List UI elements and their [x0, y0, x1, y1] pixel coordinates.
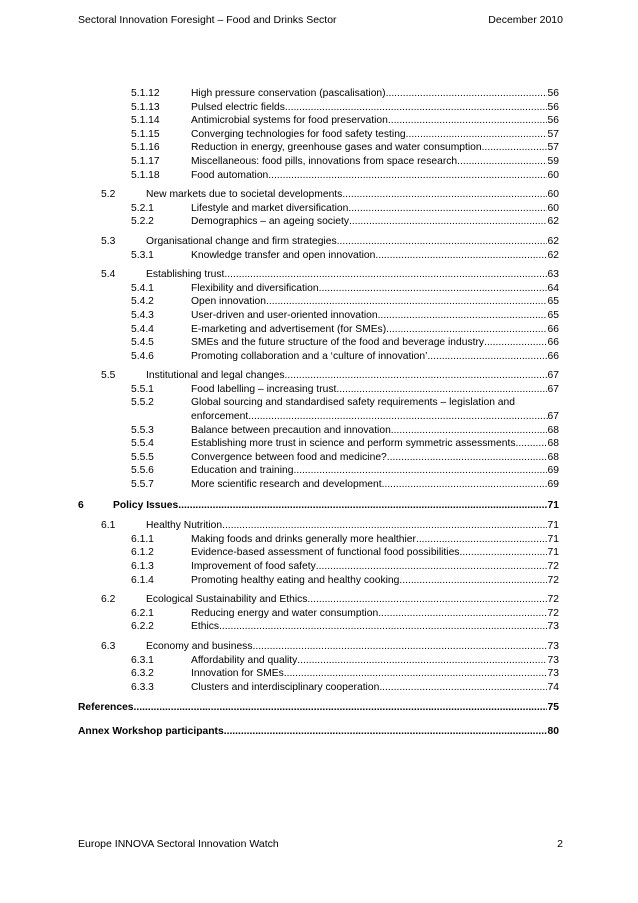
toc-dot-leader — [386, 323, 546, 337]
toc-entry-number: 5.2.1 — [131, 202, 154, 214]
toc-entry[interactable] — [78, 574, 559, 588]
toc-dot-leader — [459, 546, 546, 560]
toc-entry[interactable] — [78, 451, 559, 465]
toc-entry-number: 5.1.15 — [131, 128, 160, 140]
toc-entry[interactable] — [78, 169, 559, 183]
toc-spacer — [78, 512, 559, 519]
toc-entry-page: 80 — [547, 725, 559, 737]
toc-entry-page: 68 — [547, 438, 559, 450]
toc-entry-title: E-marketing and advertisement (for SMEs) — [191, 323, 387, 335]
toc-dot-leader — [427, 350, 546, 364]
toc-entry-number: 5.5.6 — [131, 465, 154, 477]
toc-dot-leader — [336, 383, 546, 397]
toc-entry[interactable] — [78, 437, 559, 451]
toc-entry[interactable] — [78, 141, 559, 155]
toc-entry-page: 72 — [547, 594, 559, 606]
toc-entry-title: Knowledge transfer and open innovation — [191, 249, 376, 261]
page-number: 2 — [557, 838, 563, 850]
toc-entry-number: 5.4.3 — [131, 309, 154, 321]
toc-dot-leader — [379, 681, 546, 695]
toc-entry-title: Establishing trust — [146, 269, 225, 281]
toc-entry-title: Reduction in energy, greenhouse gases and water consumption — [191, 142, 482, 154]
toc-entry-page: 67 — [547, 411, 559, 423]
toc-entry-page: 65 — [547, 309, 559, 321]
toc-entry-page: 66 — [547, 350, 559, 362]
toc-entry-page: 67 — [547, 370, 559, 382]
toc-entry-page: 73 — [547, 640, 559, 652]
toc-dot-leader — [386, 87, 547, 101]
toc-dot-leader — [375, 249, 546, 263]
toc-entry[interactable] — [78, 336, 559, 350]
toc-entry[interactable] — [78, 202, 559, 216]
toc-entry-number: 5.2.2 — [131, 216, 154, 228]
toc-entry-page: 69 — [547, 465, 559, 477]
toc-entry-number: 5.3 — [101, 235, 116, 247]
toc-entry[interactable] — [78, 249, 559, 263]
toc-entry-page: 68 — [547, 424, 559, 436]
page-footer — [78, 838, 563, 850]
footer-title: Europe INNOVA Sectoral Innovation Watch — [78, 838, 279, 850]
toc-entry-page: 67 — [547, 383, 559, 395]
toc-entry[interactable] — [78, 350, 559, 364]
toc-entry-title: User-driven and user-oriented innovation — [191, 309, 378, 321]
page-header — [78, 14, 563, 26]
toc-entry[interactable] — [78, 607, 559, 621]
toc-entry-title: New markets due to societal developments — [146, 189, 343, 201]
toc-entry-title: Flexibility and diversification — [191, 282, 319, 294]
toc-entry-title: Establishing more trust in science and perform symmetric assessments — [191, 438, 516, 450]
toc-entry-page: 57 — [547, 128, 559, 140]
toc-entry-page: 62 — [547, 235, 559, 247]
toc-entry-title: Lifestyle and market diversification — [191, 202, 349, 214]
toc-entry[interactable] — [78, 383, 559, 397]
toc-entry[interactable] — [78, 188, 559, 202]
toc-dot-leader — [316, 560, 547, 574]
toc-dot-leader — [248, 410, 547, 424]
toc-entry-number: 5.5.5 — [131, 451, 154, 463]
toc-entry-title: Global sourcing and standardised safety requirements – legislation and — [191, 397, 515, 409]
toc-dot-leader — [378, 309, 547, 323]
toc-entry-title: Affordability and quality — [191, 654, 298, 666]
toc-entry-page: 72 — [547, 574, 559, 586]
toc-entry-title: Economy and business — [146, 640, 253, 652]
toc-entry-number: 6.3 — [101, 640, 116, 652]
toc-entry-number: 5.4.4 — [131, 323, 154, 335]
toc-entry-number: 5.4.6 — [131, 350, 154, 362]
toc-entry-page: 62 — [547, 249, 559, 261]
toc-entry-title: Convergence between food and medicine? — [191, 451, 387, 463]
toc-entry[interactable] — [78, 128, 559, 142]
toc-dot-leader — [457, 155, 546, 169]
toc-entry[interactable] — [78, 725, 559, 739]
toc-entry-number: 6.1 — [101, 520, 116, 532]
toc-entry-title: Healthy Nutrition — [146, 520, 223, 532]
toc-entry-page: 56 — [547, 88, 559, 99]
toc-entry-title: Balance between precaution and innovation — [191, 424, 391, 436]
toc-entry-title: Education and training — [191, 465, 294, 477]
toc-entry-page: 56 — [547, 115, 559, 127]
toc-entry[interactable] — [78, 533, 559, 547]
toc-entry[interactable] — [78, 546, 559, 560]
toc-entry-page: 74 — [547, 681, 559, 693]
toc-entry-page: 73 — [547, 621, 559, 633]
toc-entry[interactable] — [78, 560, 559, 574]
toc-entry-title: References — [78, 702, 134, 714]
toc-entry[interactable] — [78, 101, 559, 115]
toc-entry-title: Reducing energy and water consumption — [191, 607, 379, 619]
toc-entry[interactable] — [78, 114, 559, 128]
toc-entry[interactable] — [78, 519, 559, 533]
toc-entry-page: 60 — [547, 169, 559, 181]
toc-dot-leader — [293, 464, 546, 478]
toc-spacer — [78, 694, 559, 701]
toc-entry-number: 5.5.4 — [131, 438, 154, 450]
toc-spacer — [78, 492, 559, 499]
toc-entry-number: 5.1.14 — [131, 115, 160, 127]
toc-entry-page: 72 — [547, 607, 559, 619]
toc-dot-leader — [284, 667, 547, 681]
toc-dot-leader — [348, 202, 546, 216]
toc-entry[interactable] — [78, 215, 559, 229]
toc-dot-leader — [342, 188, 546, 202]
toc-dot-leader — [378, 607, 546, 621]
toc-entry[interactable] — [78, 499, 559, 513]
toc-entry-title: Institutional and legal changes — [146, 370, 285, 382]
toc-entry-page: 65 — [547, 296, 559, 308]
toc-entry[interactable] — [78, 282, 559, 296]
toc-dot-leader — [297, 654, 546, 668]
toc-entry-page: 63 — [547, 269, 559, 281]
toc-entry-title: Ethics — [191, 621, 220, 633]
toc-dot-leader — [219, 620, 546, 634]
toc-entry-title: Antimicrobial systems for food preservation — [191, 115, 388, 127]
toc-entry-title: Clusters and interdisciplinary cooperation — [191, 681, 380, 693]
toc-entry[interactable] — [78, 701, 559, 715]
toc-dot-leader — [266, 295, 547, 309]
toc-entry-title: SMEs and the future structure of the food and beverage industry — [191, 337, 485, 349]
toc-dot-leader — [406, 128, 547, 142]
toc-entry[interactable] — [78, 681, 559, 695]
toc-entry-number: 5.5.1 — [131, 383, 154, 395]
toc-entry-number: 6.1.1 — [131, 533, 154, 545]
toc-entry-number: 5.4 — [101, 269, 116, 281]
toc-entry-page: 71 — [547, 499, 559, 511]
toc-entry-number: 6.1.3 — [131, 561, 154, 572]
toc-entry-title: Promoting healthy eating and healthy cooking — [191, 574, 400, 586]
toc-entry-title: Miscellaneous: food pills, innovations from space research — [191, 155, 458, 167]
toc-entry-number: 5.5.7 — [131, 479, 154, 491]
toc-entry-page: 73 — [547, 668, 559, 680]
toc-dot-leader — [391, 424, 547, 438]
toc-entry-page: 56 — [547, 101, 559, 113]
toc-dot-leader — [416, 533, 547, 547]
toc-entry[interactable] — [78, 396, 559, 423]
toc-entry-page: 60 — [547, 202, 559, 214]
toc-entry[interactable] — [78, 424, 559, 438]
toc-entry-page: 68 — [547, 451, 559, 463]
toc-entry-title: Annex Workshop participants — [78, 725, 224, 737]
toc-entry-number: 6.2 — [101, 594, 116, 606]
toc-entry-page: 69 — [547, 479, 559, 491]
header-title: Sectoral Innovation Foresight – Food and Drinks Sector — [78, 14, 337, 26]
toc-entry-page: 66 — [547, 337, 559, 349]
toc-entry-title: Demographics – an ageing society — [191, 216, 349, 228]
toc-entry-number: 5.1.13 — [131, 101, 160, 113]
toc-entry[interactable] — [78, 667, 559, 681]
toc-entry[interactable] — [78, 323, 559, 337]
toc-entry-number: 5.2 — [101, 189, 116, 201]
toc-entry-title: Evidence-based assessment of functional food possibilities — [191, 547, 460, 559]
toc-entry[interactable] — [78, 464, 559, 478]
toc-dot-leader — [252, 640, 546, 654]
toc-entry-title: Organisational change and firm strategies — [146, 235, 337, 247]
toc-entry-title: High pressure conservation (pascalisation) — [191, 88, 386, 99]
toc-dot-leader — [134, 701, 547, 715]
toc-entry-title: Promoting collaboration and a ‘culture of innovation’ — [191, 350, 428, 362]
toc-entry[interactable] — [78, 593, 559, 607]
toc-dot-leader — [178, 499, 546, 513]
toc-entry-number: 6.2.1 — [131, 607, 154, 619]
toc-entry-number: 6 — [78, 499, 84, 511]
toc-dot-leader — [337, 235, 547, 249]
toc-entry-number: 5.4.1 — [131, 282, 154, 294]
toc-entry[interactable] — [78, 478, 559, 492]
toc-entry-title: More scientific research and development — [191, 479, 382, 491]
toc-entry-title: Ecological Sustainability and Ethics — [146, 594, 308, 606]
toc-entry-number: 6.1.2 — [131, 547, 154, 559]
toc-entry-page: 72 — [547, 561, 559, 572]
toc-entry-number: 5.5.2 — [131, 397, 154, 409]
toc-entry[interactable] — [78, 654, 559, 668]
toc-dot-leader — [387, 451, 547, 465]
toc-entry-page: 59 — [547, 155, 559, 167]
toc-entry[interactable] — [78, 155, 559, 169]
toc-entry[interactable] — [78, 235, 559, 249]
toc-entry-title: Food labelling – increasing trust — [191, 383, 337, 395]
toc-entry-page: 71 — [547, 533, 559, 545]
toc-dot-leader — [285, 369, 547, 383]
toc-entry-number: 5.5.3 — [131, 424, 154, 436]
toc-entry-page: 64 — [547, 282, 559, 294]
toc-dot-leader — [224, 725, 547, 739]
toc-entry-page: 66 — [547, 323, 559, 335]
toc-dot-leader — [224, 268, 546, 282]
toc-entry-page: 73 — [547, 654, 559, 666]
toc-entry-title: Improvement of food safety — [191, 561, 316, 572]
toc-entry[interactable] — [78, 640, 559, 654]
toc-entry-page: 71 — [547, 547, 559, 559]
toc-dot-leader — [319, 282, 547, 296]
toc-entry-number: 5.5 — [101, 370, 116, 382]
toc-entry-title: Innovation for SMEs — [191, 668, 284, 680]
toc-entry-page: 75 — [547, 702, 559, 714]
toc-entry[interactable] — [78, 268, 559, 282]
header-date: December 2010 — [488, 14, 563, 26]
toc-dot-leader — [268, 169, 546, 183]
toc-entry-number: 5.1.18 — [131, 169, 160, 181]
toc-entry-title: Making foods and drinks generally more healthier — [191, 533, 416, 545]
toc-dot-leader — [307, 593, 546, 607]
toc-entry-page: 57 — [547, 142, 559, 154]
toc-dot-leader — [382, 478, 547, 492]
toc-entry-number: 6.3.2 — [131, 668, 154, 680]
toc-entry-number: 6.2.2 — [131, 621, 154, 633]
toc-entry-title-continued: enforcement — [191, 411, 249, 423]
toc-entry-title: Converging technologies for food safety testing — [191, 128, 406, 140]
toc-entry[interactable] — [78, 309, 559, 323]
toc-dot-leader — [222, 519, 546, 533]
toc-spacer — [78, 715, 559, 725]
toc-entry-page: 62 — [547, 216, 559, 228]
toc-entry[interactable] — [78, 295, 559, 309]
toc-entry-number: 5.3.1 — [131, 249, 154, 261]
toc-entry-number: 6.3.3 — [131, 681, 154, 693]
toc-entry-title: Food automation — [191, 169, 269, 181]
toc-entry[interactable] — [78, 369, 559, 383]
toc-dot-leader — [388, 114, 547, 128]
toc-entry-number: 5.1.12 — [131, 88, 160, 99]
toc-dot-leader — [399, 574, 546, 588]
toc-entry-title: Policy Issues — [113, 499, 179, 511]
toc-entry-page: 60 — [547, 189, 559, 201]
toc-dot-leader — [349, 215, 547, 229]
toc-entry-number: 5.4.2 — [131, 296, 154, 308]
table-of-contents — [78, 87, 559, 739]
toc-entry-number: 5.1.16 — [131, 142, 160, 154]
toc-entry-number: 5.1.17 — [131, 155, 160, 167]
toc-entry-title: Open innovation — [191, 296, 266, 308]
toc-entry[interactable] — [78, 620, 559, 634]
toc-entry-page: 71 — [547, 520, 559, 532]
toc-dot-leader — [482, 141, 547, 155]
toc-dot-leader — [285, 101, 547, 115]
toc-entry-title: Pulsed electric fields — [191, 101, 285, 113]
toc-dot-leader — [484, 336, 546, 350]
toc-dot-leader — [515, 437, 546, 451]
toc-entry-number: 6.1.4 — [131, 574, 154, 586]
toc-entry[interactable] — [78, 87, 559, 101]
toc-entry-number: 5.4.5 — [131, 337, 154, 349]
toc-entry-number: 6.3.1 — [131, 654, 154, 666]
